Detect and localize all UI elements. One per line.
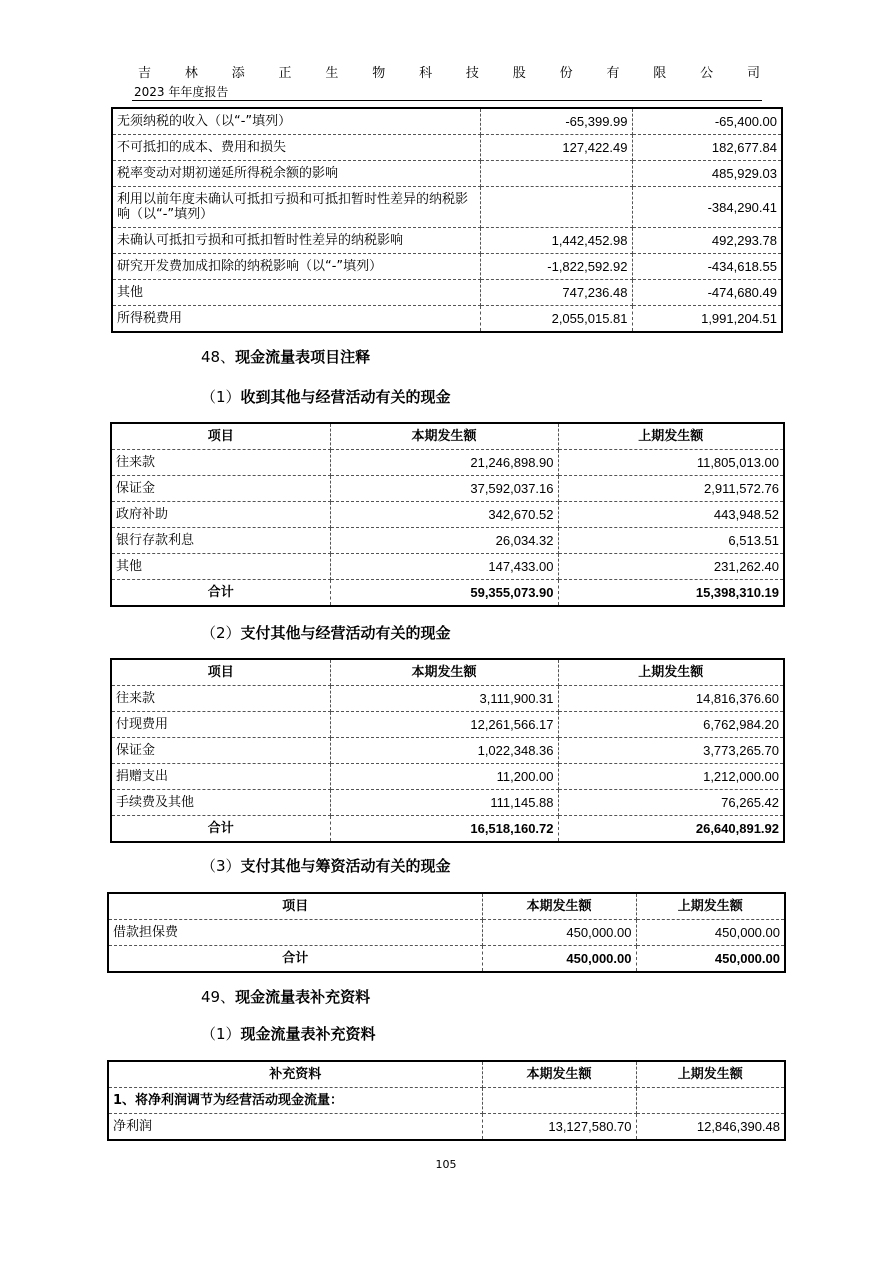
prior-period-value: 1,991,204.51 xyxy=(632,306,782,333)
table-header xyxy=(108,1061,785,1088)
row-label: 政府补助 xyxy=(111,502,330,528)
header-row xyxy=(111,423,784,450)
group-label: 1、将净利润调节为经营活动现金流量： xyxy=(108,1088,482,1114)
current-period-value: 21,246,898.90 xyxy=(330,450,558,476)
prior-period-value: -434,618.55 xyxy=(632,254,782,280)
total-label: 合计 xyxy=(111,580,330,607)
prior-period-value: 450,000.00 xyxy=(636,920,785,946)
column-header: 项目 xyxy=(111,423,330,450)
company-name-char: 司 xyxy=(746,66,760,81)
row-label: 保证金 xyxy=(111,738,330,764)
row-label: 无须纳税的收入（以“-”填列） xyxy=(112,108,480,135)
sub-heading-2 xyxy=(201,622,451,643)
cash-flow-supplement-table xyxy=(107,1060,786,1141)
total-row xyxy=(111,816,784,843)
sub-number: （2） xyxy=(201,624,241,642)
table-row xyxy=(111,738,784,764)
tax-table-body xyxy=(112,108,782,332)
sub-title: 支付其他与筹资活动有关的现金 xyxy=(240,857,451,875)
current-period-value: 111,145.88 xyxy=(330,790,558,816)
current-period-value: 127,422.49 xyxy=(480,135,632,161)
sub-number: （1） xyxy=(201,1025,241,1043)
row-label: 所得税费用 xyxy=(112,306,480,333)
table-row xyxy=(111,476,784,502)
column-header: 上期发生额 xyxy=(558,423,784,450)
total-prior-value: 15,398,310.19 xyxy=(558,580,784,607)
row-label: 不可抵扣的成本、费用和损失 xyxy=(112,135,480,161)
current-period-value: 147,433.00 xyxy=(330,554,558,580)
prior-period-value: 2,911,572.76 xyxy=(558,476,784,502)
current-period-value: 342,670.52 xyxy=(330,502,558,528)
sub-title: 现金流量表补充资料 xyxy=(240,1025,376,1043)
sub-title: 收到其他与经营活动有关的现金 xyxy=(240,388,451,406)
table-body xyxy=(108,920,785,973)
financing-payments-table xyxy=(107,892,786,973)
prior-period-value: 6,513.51 xyxy=(558,528,784,554)
column-header: 项目 xyxy=(108,893,482,920)
row-label: 银行存款利息 xyxy=(111,528,330,554)
current-period-value xyxy=(480,161,632,187)
row-label: 净利润 xyxy=(108,1114,482,1141)
column-header: 本期发生额 xyxy=(330,659,558,686)
column-header: 上期发生额 xyxy=(558,659,784,686)
prior-period-value: 1,212,000.00 xyxy=(558,764,784,790)
current-period-value: -65,399.99 xyxy=(480,108,632,135)
current-period-value: 2,055,015.81 xyxy=(480,306,632,333)
current-period-value: 450,000.00 xyxy=(482,920,636,946)
table-row xyxy=(112,108,782,135)
table-row xyxy=(111,450,784,476)
sub-number: （3） xyxy=(201,857,241,875)
row-label: 其他 xyxy=(111,554,330,580)
total-current-value: 450,000.00 xyxy=(482,946,636,973)
report-title: 2023 年年度报告 xyxy=(134,85,229,99)
prior-period-value: 12,846,390.48 xyxy=(636,1114,785,1141)
row-label: 付现费用 xyxy=(111,712,330,738)
total-prior-value: 26,640,891.92 xyxy=(558,816,784,843)
row-label: 税率变动对期初递延所得税余额的影响 xyxy=(112,161,480,187)
sub-number: （1） xyxy=(201,388,241,406)
section-number: 49、 xyxy=(201,988,236,1006)
table-header xyxy=(111,423,784,450)
operating-receipts-table xyxy=(110,422,785,607)
row-label: 手续费及其他 xyxy=(111,790,330,816)
table-body xyxy=(108,1088,785,1141)
row-label: 捐赠支出 xyxy=(111,764,330,790)
sub-heading-1 xyxy=(201,386,451,407)
table-header xyxy=(108,893,785,920)
column-header: 上期发生额 xyxy=(636,1061,785,1088)
column-header: 本期发生额 xyxy=(330,423,558,450)
section-number: 48、 xyxy=(201,348,236,366)
company-name-char: 吉 xyxy=(138,66,152,81)
total-current-value: 59,355,073.90 xyxy=(330,580,558,607)
table-row xyxy=(111,528,784,554)
total-row xyxy=(108,946,785,973)
row-label: 未确认可抵扣亏损和可抵扣暂时性差异的纳税影响 xyxy=(112,228,480,254)
current-period-value: 13,127,580.70 xyxy=(482,1114,636,1141)
table-row xyxy=(111,764,784,790)
empty-cell xyxy=(482,1088,636,1114)
company-name-char: 公 xyxy=(700,66,714,81)
prior-period-value: 485,929.03 xyxy=(632,161,782,187)
company-name-char: 股 xyxy=(512,66,526,81)
total-label: 合计 xyxy=(111,816,330,843)
section-title: 现金流量表项目注释 xyxy=(235,348,371,366)
header-row xyxy=(108,1061,785,1088)
company-name-char: 技 xyxy=(465,66,479,81)
prior-period-value: 231,262.40 xyxy=(558,554,784,580)
column-header: 本期发生额 xyxy=(482,893,636,920)
prior-period-value: 3,773,265.70 xyxy=(558,738,784,764)
row-label: 利用以前年度未确认可抵扣亏损和可抵扣暂时性差异的纳税影响（以“-”填列） xyxy=(112,187,480,228)
table-row xyxy=(112,306,782,333)
table-row xyxy=(112,280,782,306)
prior-period-value: -65,400.00 xyxy=(632,108,782,135)
table-body xyxy=(111,450,784,607)
prior-period-value: -474,680.49 xyxy=(632,280,782,306)
column-header: 上期发生额 xyxy=(636,893,785,920)
company-name-char: 物 xyxy=(372,66,386,81)
section-title: 现金流量表补充资料 xyxy=(235,988,371,1006)
current-period-value: -1,822,592.92 xyxy=(480,254,632,280)
total-current-value: 16,518,160.72 xyxy=(330,816,558,843)
current-period-value: 12,261,566.17 xyxy=(330,712,558,738)
prior-period-value: 76,265.42 xyxy=(558,790,784,816)
page-number: 105 xyxy=(435,1158,457,1171)
header-divider xyxy=(132,100,762,101)
row-label: 借款担保费 xyxy=(108,920,482,946)
sub-heading-3 xyxy=(201,855,451,876)
column-header: 项目 xyxy=(111,659,330,686)
table-row xyxy=(111,790,784,816)
company-name-char: 限 xyxy=(653,66,667,81)
company-name-char: 有 xyxy=(606,66,620,81)
total-label: 合计 xyxy=(108,946,482,973)
table-header xyxy=(111,659,784,686)
prior-period-value: 492,293.78 xyxy=(632,228,782,254)
table-row xyxy=(112,254,782,280)
company-name-char: 份 xyxy=(559,66,573,81)
row-label: 其他 xyxy=(112,280,480,306)
company-name-char: 添 xyxy=(231,66,245,81)
current-period-value: 3,111,900.31 xyxy=(330,686,558,712)
table-row xyxy=(111,554,784,580)
company-name-char: 科 xyxy=(419,66,433,81)
row-label: 往来款 xyxy=(111,686,330,712)
section-48-heading xyxy=(201,346,370,367)
table-row xyxy=(111,712,784,738)
column-header: 本期发生额 xyxy=(482,1061,636,1088)
table-row xyxy=(108,920,785,946)
prior-period-value: 6,762,984.20 xyxy=(558,712,784,738)
sub-title: 支付其他与经营活动有关的现金 xyxy=(240,624,451,642)
current-period-value: 1,022,348.36 xyxy=(330,738,558,764)
table-row xyxy=(111,686,784,712)
row-label: 保证金 xyxy=(111,476,330,502)
current-period-value xyxy=(480,187,632,228)
row-label: 研究开发费加成扣除的纳税影响（以“-”填列） xyxy=(112,254,480,280)
table-row xyxy=(112,187,782,228)
group-row xyxy=(108,1088,785,1114)
tax-reconciliation-table xyxy=(111,107,783,333)
total-row xyxy=(111,580,784,607)
table-row xyxy=(112,161,782,187)
column-header: 补充资料 xyxy=(108,1061,482,1088)
current-period-value: 1,442,452.98 xyxy=(480,228,632,254)
table-row xyxy=(111,502,784,528)
table-row xyxy=(112,228,782,254)
header-row xyxy=(111,659,784,686)
sub-heading-49-1 xyxy=(201,1023,376,1044)
current-period-value: 11,200.00 xyxy=(330,764,558,790)
row-label: 往来款 xyxy=(111,450,330,476)
table-body xyxy=(111,686,784,843)
total-prior-value: 450,000.00 xyxy=(636,946,785,973)
empty-cell xyxy=(636,1088,785,1114)
section-49-heading xyxy=(201,986,370,1007)
company-name-char: 林 xyxy=(184,66,198,81)
prior-period-value: 443,948.52 xyxy=(558,502,784,528)
prior-period-value: -384,290.41 xyxy=(632,187,782,228)
company-name-char: 正 xyxy=(278,66,292,81)
company-name-char: 生 xyxy=(325,66,339,81)
prior-period-value: 14,816,376.60 xyxy=(558,686,784,712)
header-row xyxy=(108,893,785,920)
operating-payments-table xyxy=(110,658,785,843)
company-name xyxy=(138,62,760,81)
table-row xyxy=(112,135,782,161)
table-row xyxy=(108,1114,785,1141)
prior-period-value: 182,677.84 xyxy=(632,135,782,161)
current-period-value: 26,034.32 xyxy=(330,528,558,554)
current-period-value: 747,236.48 xyxy=(480,280,632,306)
prior-period-value: 11,805,013.00 xyxy=(558,450,784,476)
current-period-value: 37,592,037.16 xyxy=(330,476,558,502)
